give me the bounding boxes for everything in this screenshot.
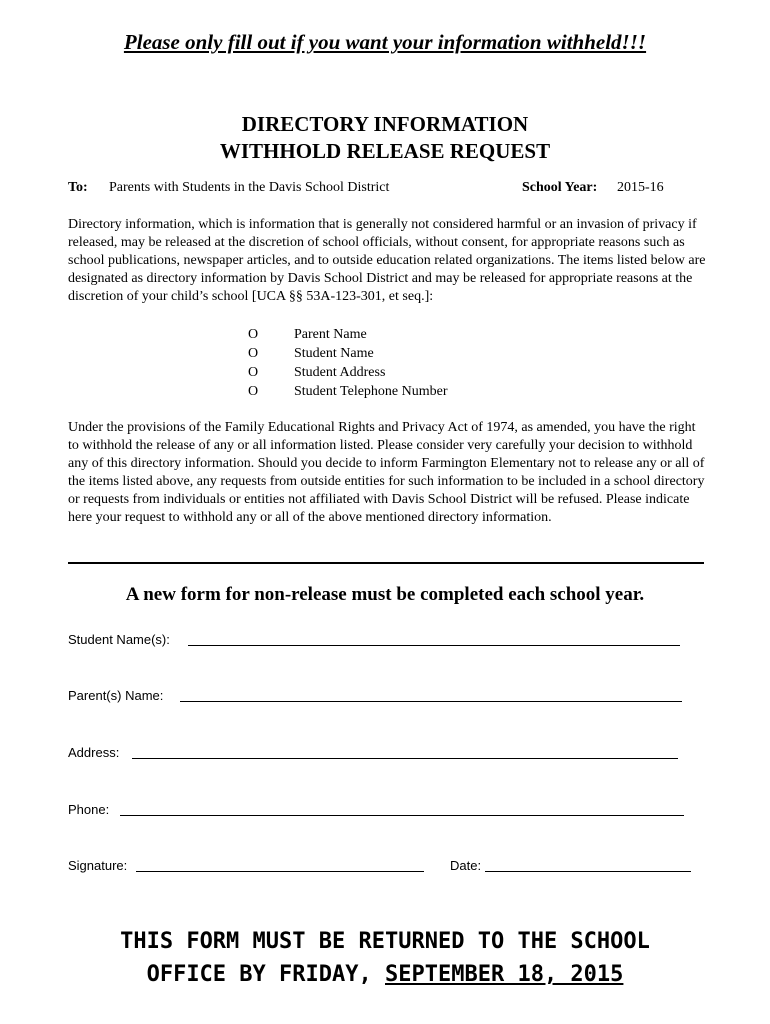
bullet-icon: O: [248, 327, 259, 342]
signature-label: Signature:: [68, 858, 128, 873]
top-notice: Please only fill out if you want your information withheld!!!: [123, 30, 647, 54]
address-line[interactable]: [132, 758, 678, 759]
ferpa-paragraph: Under the provisions of the Family Educational Rights and Privacy Act of 1974, as amended, you have the right to withhold the release of any or all information listed. Please consider very carefully your decision to withhold any of this directory information. Should you decide to inform Farmington Elementary not to release any or all of the items listed above, any requests from outside entities for such information to be included in a school directory or requests from individuals or entities not affiliated with Davis School District will be refused. Please indicate here your request to withhold any or all of the above mentioned directory information.: [68, 420, 705, 525]
list-item-label: Student Address: [294, 365, 386, 380]
to-label: To:: [68, 180, 88, 195]
student-names-label: Student Name(s):: [68, 632, 170, 647]
bullet-icon: O: [248, 384, 259, 399]
list-item-label: Student Name: [294, 346, 374, 361]
address-label: Address:: [68, 745, 120, 760]
date-label: Date:: [450, 858, 482, 873]
bullet-icon: O: [248, 346, 259, 361]
phone-line[interactable]: [120, 815, 684, 816]
date-line[interactable]: [485, 871, 691, 872]
school-year-label: School Year:: [522, 180, 598, 195]
intro-paragraph: Directory information, which is information that is generally not considered harmful or an invasion of privacy if released, may be released at the discretion of school officials, without consent, for appropriate reasons such as school publications, newspaper articles, and to outside education related organizations. The items listed below are designated as directory information by Davis School District and may be released for appropriate reasons at the discretion of your child’s school [UCA §§ 53A-123-301, et seq.]:: [68, 217, 706, 304]
return-deadline-line-1: THIS FORM MUST BE RETURNED TO THE SCHOOL: [120, 929, 650, 954]
signature-line[interactable]: [136, 871, 424, 872]
student-names-line[interactable]: [188, 645, 680, 646]
phone-label: Phone:: [68, 802, 110, 817]
list-item-label: Student Telephone Number: [294, 384, 448, 399]
page-title-line-1: DIRECTORY INFORMATION: [241, 112, 529, 136]
parent-names-label: Parent(s) Name:: [68, 688, 164, 703]
new-form-notice: A new form for non-release must be completed each school year.: [125, 584, 645, 605]
section-divider: [68, 562, 704, 564]
list-item-label: Parent Name: [294, 327, 367, 342]
bullet-icon: O: [248, 365, 259, 380]
return-deadline-prefix: OFFICE BY FRIDAY,: [146, 962, 372, 987]
return-deadline-date: SEPTEMBER 18, 2015: [385, 962, 624, 987]
school-year-value: 2015-16: [617, 180, 664, 195]
return-deadline-line-2: [0, 958, 770, 991]
parent-names-line[interactable]: [180, 701, 682, 702]
page-title-line-2: WITHHOLD RELEASE REQUEST: [219, 139, 551, 163]
to-value: Parents with Students in the Davis School District: [109, 180, 390, 195]
